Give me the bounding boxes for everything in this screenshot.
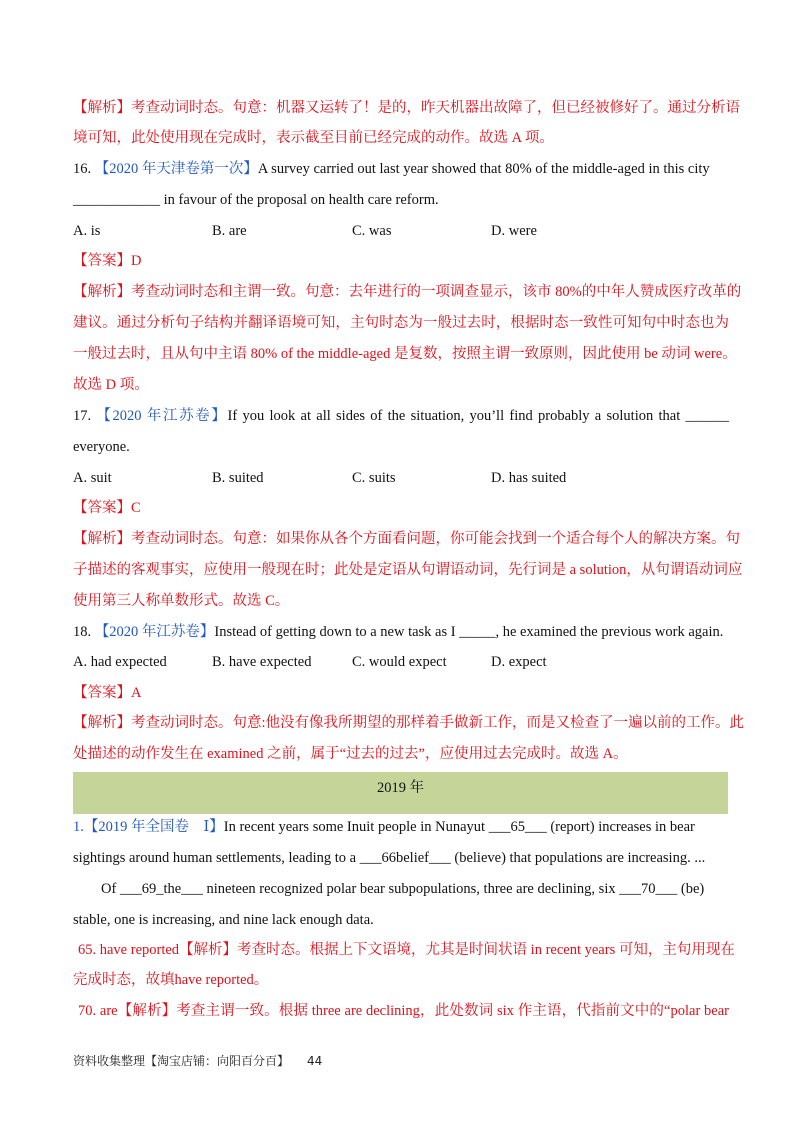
section-header-band xyxy=(73,772,728,814)
section-year-title: 2019 年 xyxy=(376,780,425,796)
option-c: C. would expect xyxy=(352,654,447,670)
passage-text: (report) increases in bear xyxy=(546,819,695,835)
option-b: B. suited xyxy=(212,470,264,486)
page-number: 44 xyxy=(307,1054,323,1068)
passage-text: In recent years some Inuit people in Nunayut xyxy=(223,819,489,835)
question-stem: Instead of getting down to a new task as I _____, he examined the previous work again. xyxy=(214,624,724,640)
answer-65-line-2: 完成时态，故填have reported。 xyxy=(73,972,269,988)
option-a: A. suit xyxy=(73,470,112,486)
q18-answer: 【答案】A xyxy=(73,685,142,701)
blank-69: ___69_the___ xyxy=(119,881,203,897)
source-tag: 【2020 年天津卷第一次】 xyxy=(94,161,258,177)
option-c: C. suits xyxy=(352,470,396,486)
option-a: A. is xyxy=(73,223,101,239)
passage-line-2 xyxy=(73,848,729,868)
page-footer xyxy=(73,1052,322,1069)
q17-stem-line-2: everyone. xyxy=(73,439,130,455)
q18-analysis-line-1: 【解析】考查动词时态。句意:他没有像我所期望的那样着手做新工作，而是又检查了一遍以前的工作。此 xyxy=(73,715,745,731)
question-stem: in favour of the proposal on health care reform. xyxy=(160,192,439,208)
passage-text: Of xyxy=(101,881,120,897)
blank-70: ___70___ xyxy=(619,881,678,897)
footer-source-text: 资料收集整理【淘宝店铺：向阳百分百】 xyxy=(73,1054,290,1068)
blank-66: ___66belief___ xyxy=(359,850,451,866)
question-stem: A survey carried out last year showed that 80% of the middle-aged in this city xyxy=(257,161,710,177)
q17-analysis-line-2: 子描述的客观事实，应使用一般现在时；此处是定语从句谓语动词，先行词是 a solution，从句谓语动词应 xyxy=(73,562,743,578)
option-d: D. were xyxy=(491,223,537,239)
q17-analysis-line-3: 使用第三人称单数形式。故选 C。 xyxy=(73,593,290,609)
q16-stem-line-2 xyxy=(73,190,729,210)
q16-analysis-line-2: 建议。通过分析句子结构并翻译语境可知，主句时态为一般过去时，根据时态一致性可知句中时态也为 xyxy=(73,315,729,331)
q18-analysis-line-2: 处描述的动作发生在 examined 之前，属于“过去的过去”，应使用过去完成时。故选 A。 xyxy=(73,746,628,762)
option-c: C. was xyxy=(352,223,392,239)
question-number: 17. xyxy=(73,408,92,424)
q17-answer: 【答案】C xyxy=(73,500,141,516)
passage-line-1 xyxy=(73,817,729,837)
question-stem: If you look at all sides of the situation, you’ll find probably a solution that ______ xyxy=(227,408,730,424)
passage-text: nineteen recognized polar bear subpopulations, three are declining, six xyxy=(202,881,620,897)
q16-analysis-line-1: 【解析】考查动词时态和主谓一致。句意：去年进行的一项调查显示，该市 80%的中年人赞成医疗改革的 xyxy=(73,284,742,300)
q16-stem-line-1 xyxy=(73,159,729,179)
option-d: D. has suited xyxy=(491,470,567,486)
source-tag: 【2020 年江苏卷】 xyxy=(96,408,228,424)
passage-line-4: stable, one is increasing, and nine lack enough data. xyxy=(73,912,374,928)
blank-65: ___65___ xyxy=(488,819,547,835)
source-tag: 【2020 年江苏卷】 xyxy=(94,624,215,640)
source-tag: 【2019 年全国卷 Ⅰ】 xyxy=(83,819,224,835)
q17-analysis-line-1: 【解析】考查动词时态。句意：如果你从各个方面看问题，你可能会找到一个适合每个人的解决方案。句 xyxy=(73,531,740,547)
q18-stem xyxy=(73,622,729,642)
option-d: D. expect xyxy=(491,654,547,670)
answer-65-line-1: 65. have reported【解析】考查时态。根据上下文语境，尤其是时间状语 in recent years 可知，主句用现在 xyxy=(78,942,735,958)
option-a: A. had expected xyxy=(73,654,167,670)
option-b: B. have expected xyxy=(212,654,312,670)
question-number: 1. xyxy=(73,819,84,835)
answer-blank: ____________ xyxy=(73,192,160,208)
q15-analysis-line-2: 境可知，此处使用现在完成时，表示截至目前已经完成的动作。故选 A 项。 xyxy=(73,130,554,146)
question-number: 16. xyxy=(73,161,92,177)
passage-text: sightings around human settlements, leading to a xyxy=(73,850,360,866)
answer-70-line-1: 70. are【解析】考查主谓一致。根据 three are declining，此处数词 six 作主语，代指前文中的“polar bear xyxy=(78,1003,729,1019)
q15-analysis-line-1: 【解析】考查动词时态。句意：机器又运转了！是的，昨天机器出故障了，但已经被修好了。通过分析语 xyxy=(73,100,740,116)
passage-text: (believe) that populations are increasing. ... xyxy=(450,850,706,866)
q17-stem-line-1 xyxy=(73,406,729,426)
question-number: 18. xyxy=(73,624,92,640)
passage-text: (be) xyxy=(677,881,705,897)
q16-analysis-line-4: 故选 D 项。 xyxy=(73,377,149,393)
q16-analysis-line-3: 一般过去时，且从句中主语 80% of the middle-aged 是复数，按照主谓一致原则，因此使用 be 动词 were。 xyxy=(73,346,737,362)
passage-line-3 xyxy=(101,879,729,899)
option-b: B. are xyxy=(212,223,247,239)
q16-answer: 【答案】D xyxy=(73,253,142,269)
